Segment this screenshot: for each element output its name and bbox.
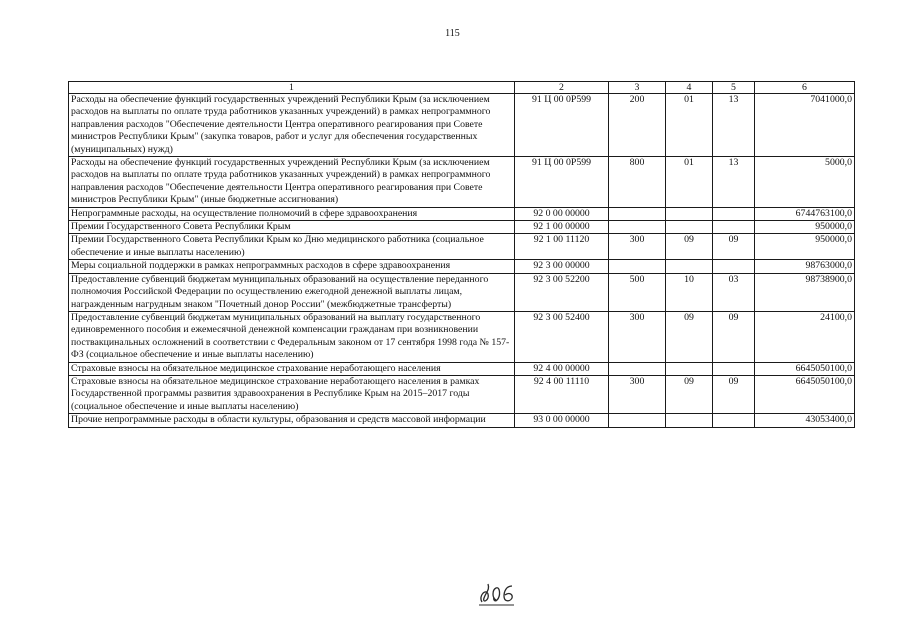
row-col4: 09	[666, 311, 713, 362]
table-row	[69, 94, 855, 157]
table-row	[69, 157, 855, 208]
row-amount: 950000,0	[755, 234, 855, 260]
table-header-row	[69, 82, 855, 94]
row-col5	[713, 221, 755, 234]
row-col4	[666, 414, 713, 427]
header-col-6: 6	[755, 82, 855, 94]
row-col3	[609, 221, 666, 234]
table-row	[69, 362, 855, 375]
header-col-1: 1	[69, 82, 515, 94]
row-col5: 03	[713, 273, 755, 311]
row-col4: 01	[666, 94, 713, 157]
row-amount: 24100,0	[755, 311, 855, 362]
table-row	[69, 311, 855, 362]
row-col3: 300	[609, 375, 666, 413]
row-description: Предоставление субвенций бюджетам муниципальных образований на осуществление переданного полномочия Российской Федерации по осуществлению ежегодной денежной выплаты лицам, награжденным нагрудным знаком "Почетный донор России" (межбюджетные трансферты)	[69, 273, 515, 311]
row-col5: 13	[713, 94, 755, 157]
row-col3: 300	[609, 234, 666, 260]
row-col5	[713, 414, 755, 427]
row-amount: 5000,0	[755, 157, 855, 208]
row-amount: 6744763100,0	[755, 207, 855, 220]
row-col3	[609, 260, 666, 273]
row-description: Страховые взносы на обязательное медицинское страхование неработающего населения в рамках Государственной программы развития здравоохранения в Республике Крым на 2015–2017 годы (социальное обеспечение и иные выплаты населению)	[69, 375, 515, 413]
header-col-3: 3	[609, 82, 666, 94]
row-description: Премии Государственного Совета Республики Крым ко Дню медицинского работника (социальное обеспечение и иные выплаты населению)	[69, 234, 515, 260]
row-col5: 09	[713, 234, 755, 260]
table-row	[69, 414, 855, 427]
row-amount: 6645050100,0	[755, 375, 855, 413]
table-row	[69, 234, 855, 260]
row-col3	[609, 207, 666, 220]
header-col-4: 4	[666, 82, 713, 94]
row-amount: 950000,0	[755, 221, 855, 234]
table-row	[69, 273, 855, 311]
row-col4	[666, 362, 713, 375]
row-description: Меры социальной поддержки в рамках непрограммных расходов в сфере здравоохранения	[69, 260, 515, 273]
row-code: 92 3 00 52200	[515, 273, 609, 311]
row-description: Расходы на обеспечение функций государственных учреждений Республики Крым (за исключением расходов на выплаты по оплате труда работников указанных учреждений) в рамках непрограммного направления расходов "Обеспечение деятельности Центра оперативного реагирования при Совете министров Республики Крым" (иные бюджетные ассигнования)	[69, 157, 515, 208]
row-code: 92 1 00 11120	[515, 234, 609, 260]
row-description: Премии Государственного Совета Республики Крым	[69, 221, 515, 234]
row-col5	[713, 260, 755, 273]
row-col4	[666, 221, 713, 234]
row-amount: 98738900,0	[755, 273, 855, 311]
row-code: 92 4 00 00000	[515, 362, 609, 375]
row-amount: 43053400,0	[755, 414, 855, 427]
row-description: Расходы на обеспечение функций государственных учреждений Республики Крым (за исключением расходов на выплаты по оплате труда работников указанных учреждений) в рамках непрограммного направления расходов "Обеспечение деятельности Центра оперативного реагирования при Совете министров Республики Крым" (закупка товаров, работ и услуг для обеспечения государственных (муниципальных) нужд)	[69, 94, 515, 157]
row-code: 92 3 00 52400	[515, 311, 609, 362]
row-col3: 300	[609, 311, 666, 362]
table-row	[69, 221, 855, 234]
table-row	[69, 260, 855, 273]
row-amount: 6645050100,0	[755, 362, 855, 375]
row-col5: 09	[713, 311, 755, 362]
table-body	[69, 94, 855, 428]
row-col4: 09	[666, 234, 713, 260]
row-col4	[666, 260, 713, 273]
row-col4: 09	[666, 375, 713, 413]
row-col5: 09	[713, 375, 755, 413]
row-col3: 800	[609, 157, 666, 208]
budget-table	[68, 81, 855, 428]
row-description: Страховые взносы на обязательное медицинское страхование неработающего населения	[69, 362, 515, 375]
row-col5	[713, 362, 755, 375]
row-code: 91 Ц 00 0Р599	[515, 94, 609, 157]
row-code: 92 0 00 00000	[515, 207, 609, 220]
row-col3	[609, 414, 666, 427]
row-description: Непрограммные расходы, на осуществление полномочий в сфере здравоохранения	[69, 207, 515, 220]
page-number: 115	[445, 28, 460, 39]
row-amount: 98763000,0	[755, 260, 855, 273]
table-row	[69, 375, 855, 413]
row-description: Прочие непрограммные расходы в области культуры, образования и средств массовой информации	[69, 414, 515, 427]
row-col5: 13	[713, 157, 755, 208]
handwritten-signature	[476, 578, 518, 608]
row-col3: 200	[609, 94, 666, 157]
row-col5	[713, 207, 755, 220]
row-col4	[666, 207, 713, 220]
row-col3: 500	[609, 273, 666, 311]
header-col-2: 2	[515, 82, 609, 94]
row-col3	[609, 362, 666, 375]
row-amount: 7041000,0	[755, 94, 855, 157]
header-col-5: 5	[713, 82, 755, 94]
row-description: Предоставление субвенций бюджетам муниципальных образований на выплату государственного единовременного пособия и ежемесячной денежной компенсации гражданам при возникновении поствакцинальных осложнений в соответствии с Федеральным законом от 17 сентября 1998 года № 157-ФЗ (социальное обеспечение и иные выплаты населению)	[69, 311, 515, 362]
row-code: 92 3 00 00000	[515, 260, 609, 273]
row-col4: 10	[666, 273, 713, 311]
table-row	[69, 207, 855, 220]
row-code: 92 4 00 11110	[515, 375, 609, 413]
row-code: 91 Ц 00 0Р599	[515, 157, 609, 208]
row-col4: 01	[666, 157, 713, 208]
row-code: 92 1 00 00000	[515, 221, 609, 234]
row-code: 93 0 00 00000	[515, 414, 609, 427]
